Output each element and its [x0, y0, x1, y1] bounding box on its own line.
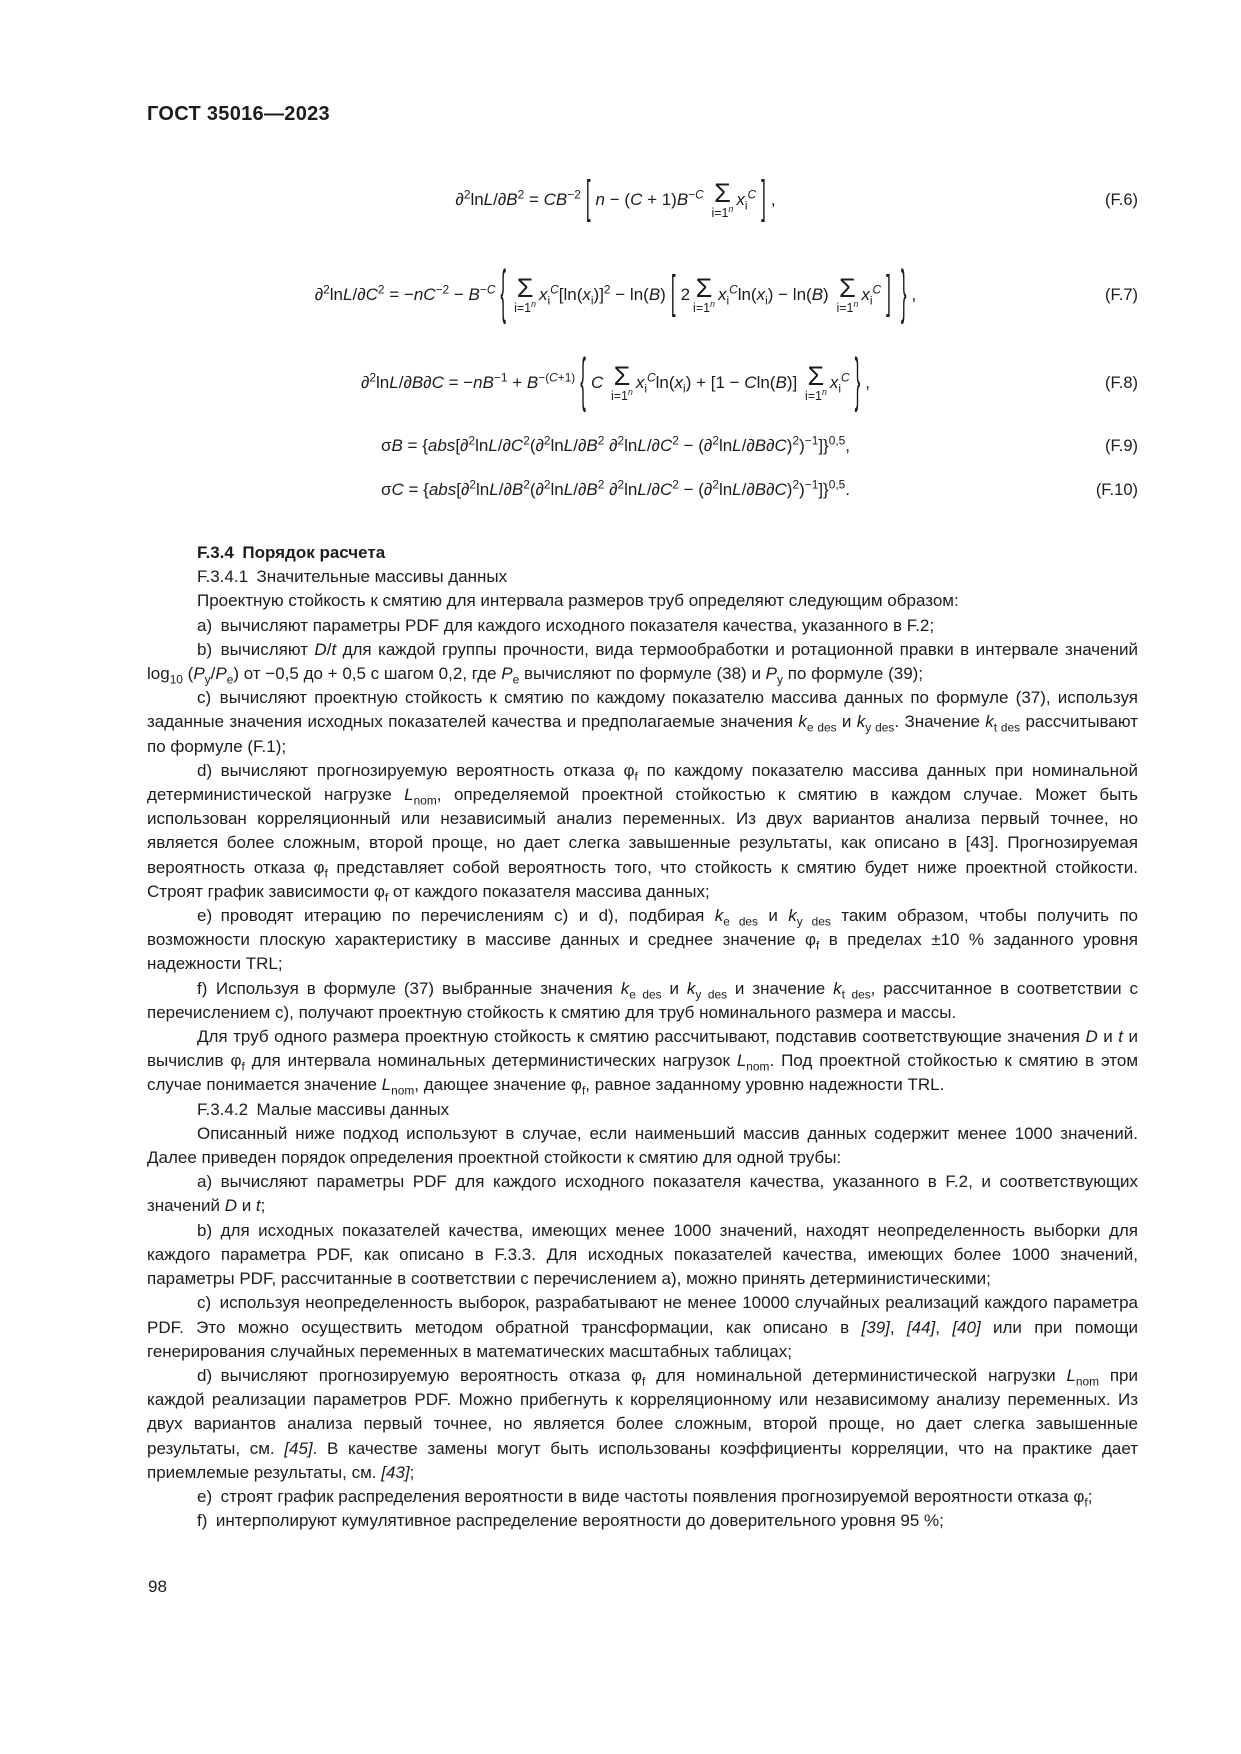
- list-item: b) для исходных показателей качества, имеющих менее 1000 значений, находят неопределенность выборки для каждого параметра PDF, как описано в F.3.3. Для исходных показателей качества, имеющих более 1000 значений, параметры PDF, рассчитанные в соответствии с перечислением a), можно принять детерминистическими;: [147, 1220, 1138, 1289]
- list-item: a) вычисляют параметры PDF для каждого исходного показателя качества, указанного в F.2, и соответствующих значений D и t;: [147, 1172, 1138, 1216]
- equation-formula: $\sigma B = \{abs[\partial^2\ln L/\partial C^2(\partial^2\ln L/\partial B^2$ $\partial^2\ln L/\partial C^2 - (\partial^2\ln L/\partial B\partial C)^2)^{-1}]\}^{0,5}$,: [380, 433, 850, 455]
- paragraph: Описанный ниже подход используют в случае, если наименьший массив данных содержит менее 1000 значений. Далее приведен порядок определения проектной стойкости к смятию для одной трубы:: [147, 1123, 1138, 1168]
- equation-number: (F.8): [1105, 373, 1138, 392]
- summation-sign: Σ $i=1^n$: [836, 272, 859, 315]
- equation-number: (F.6): [1105, 190, 1138, 209]
- equation-number: (F.10): [1095, 480, 1138, 499]
- equation-row: [147, 342, 1138, 424]
- list-item: f) Используя в формуле (37) выбранные значения $k_{e des}$ и $k_{y des}$ и значение $k_{t des}$, рассчитанное в соответствии с перечислением c), получают проектную стойкость к смятию для труб номинального размера и массы.: [147, 978, 1138, 1022]
- list-item: e) проводят итерацию по перечислениям c) и d), подбирая $k_{e des}$ и $k_{y des}$ таким образом, чтобы получить по возможности плоскую характеристику в массиве данных и среднее значение $\varphi_f$ в пределах ±10 % заданного уровня надежности TRL;: [147, 906, 1139, 974]
- summation-sign: Σ $i=1^n$: [693, 272, 715, 315]
- page-number: 98: [148, 1577, 167, 1596]
- big-brace: }: [900, 259, 907, 326]
- paragraph: Проектную стойкость к смятию для интервала размеров труб определяют следующим образом:: [197, 591, 959, 611]
- summation-sign: Σ $i=1^n$: [514, 272, 536, 315]
- big-brace: }: [854, 347, 861, 414]
- list-item: c) вычисляют проектную стойкость к смятию по каждому показателю массива данных по формуле (37), используя заданные значения исходных показателей качества и предполагаемые значения $k_{e des}$ и $k_{y des}$. Значение $k_{t des}$ рассчитывают по формуле (F.1);: [147, 688, 1139, 756]
- equation-row: [147, 248, 1138, 342]
- equation-row: [147, 424, 1138, 468]
- list-item: b) вычисляют D/t для каждой группы прочности, вида термообработки и ротационной правки в интервале значений $\log_{10} (P_y/P_e)$ от −0,5 до + 0,5 с шагом 0,2, где $P_e$ вычисляют по формуле (38) и $P_y$ по формуле (39);: [147, 639, 1138, 687]
- equation-number: (F.9): [1105, 436, 1138, 455]
- paragraph: Для труб одного размера проектную стойкость к смятию рассчитывают, подставив соответствующие значения D и t и вычислив $\varphi_f$ для интервала номинальных детерминистических нагрузок $L_{nom}$. Под проектной стойкостью к смятию в этом случае понимается значение $L_{nom}$, дающее значение $\varphi_f$, равное заданному уровню надежности TRL.: [147, 1027, 1139, 1098]
- equation-number: (F.7): [1105, 285, 1138, 304]
- equation-formula: $\sigma C = \{abs[\partial^2\ln L/\partial B^2(\partial^2\ln L/\partial B^2$ $\partial^2\ln L/\partial C^2 - (\partial^2\ln L/\partial B\partial C)^2)^{-1}]\}^{0,5}$.: [380, 477, 850, 499]
- subsection-heading: F.3.4.2 Малые массивы данных: [197, 1099, 450, 1119]
- equations-block: [147, 152, 1138, 512]
- list-item: d) вычисляют прогнозируемую вероятность отказа $\varphi_f$ по каждому показателю массива данных при номинальной детерминистической нагрузке $L_{nom}$, определяемой проектной стойкостью к смятию в каждом случае. Может быть использован корреляционный или независимый анализ переменных. Из двух вариантов анализа первый точнее, но является более сложным, второй проще, но дает слегка завышенные результаты, как описано в [43]. Прогнозируемая вероятность отказа $\varphi_f$ представляет собой вероятность того, что стойкость к смятию будет ниже проектной стойкости. Строят график зависимости $\varphi_f$ от каждого показателя массива данных;: [147, 760, 1139, 905]
- list-item: e) строят график распределения вероятности в виде частоты появления прогнозируемой вероятности отказа $\varphi_f$;: [197, 1486, 1093, 1510]
- summation-sign: Σ $i=1^n$: [804, 360, 827, 403]
- big-bracket: ]: [761, 172, 766, 224]
- big-brace: {: [500, 259, 507, 326]
- summation-sign: Σ $i=1^n$: [610, 360, 633, 403]
- big-bracket: [: [670, 267, 676, 319]
- list-item: f) интерполируют кумулятивное распределение вероятности до доверительного уровня 95 %;: [197, 1511, 944, 1531]
- body-content: [147, 541, 1138, 1533]
- section-heading: F.3.4 Порядок расчета: [197, 543, 386, 562]
- big-brace: {: [580, 347, 586, 414]
- list-item: d) вычисляют прогнозируемую вероятность отказа $\varphi_f$ для номинальной детерминистической нагрузки $L_{nom}$ при каждой реализации параметров PDF. Можно прибегнуть к корреляционному или независимому анализу переменных. Из двух вариантов анализа первый точнее, но является более сложным, второй проще, но дает слегка завышенные результаты, см. [45]. В качестве замены могут быть использованы коэффициенты корреляции, что на практике дает приемлемые результаты, см. [43];: [147, 1365, 1138, 1482]
- equation-row: [147, 468, 1138, 512]
- subsection-heading: F.3.4.1 Значительные массивы данных: [197, 567, 508, 587]
- equation-formula: $\partial^2\ln L/\partial B^2 = CB^{-2}$ [ $n - (C + 1)B^{-C}$ Σ $i=1^n$ $x_i^C$ ] ,: [147, 181, 1084, 220]
- equation-row: [147, 152, 1138, 248]
- big-bracket: [: [585, 172, 591, 224]
- list-item: c) используя неопределенность выборок, разрабатывают не менее 10000 случайных реализаций каждого параметра PDF. Это можно осуществить методом обратной трансформации, как описано в [39], [44], [40] или при помощи генерирования случайных переменных в математических масштабных таблицах;: [147, 1293, 1138, 1361]
- list-item: a) вычисляют параметры PDF для каждого исходного показателя качества, указанного в F.2;: [197, 615, 935, 635]
- document-header: ГОСТ 35016—2023: [147, 103, 330, 125]
- equation-formula: $\partial^2\ln L/\partial C^2 = -nC^{-2} - B^{-C}$ { Σ $i=1^n$ $x_i^C[\ln(x_i)]^2 - \ln(B)$ [ 2 Σ $i=1^n$ $x_i^C\ln(x_i) - \ln(B)$ Σ $i=1^n$ $x_i^C$ ] } ,: [147, 276, 1084, 315]
- summation-sign: Σ $i=1^n$: [711, 177, 734, 220]
- equation-formula: $\partial^2\ln L/\partial B\partial C = -nB^{-1} + B^{-(C+1)}$ { C Σ $i=1^n$ $x_i^C\ln(x_i) + [1 - Cln(B)]$ Σ $i=1^n$ $x_i^C$ } ,: [147, 364, 1084, 403]
- big-bracket: ]: [886, 267, 891, 319]
